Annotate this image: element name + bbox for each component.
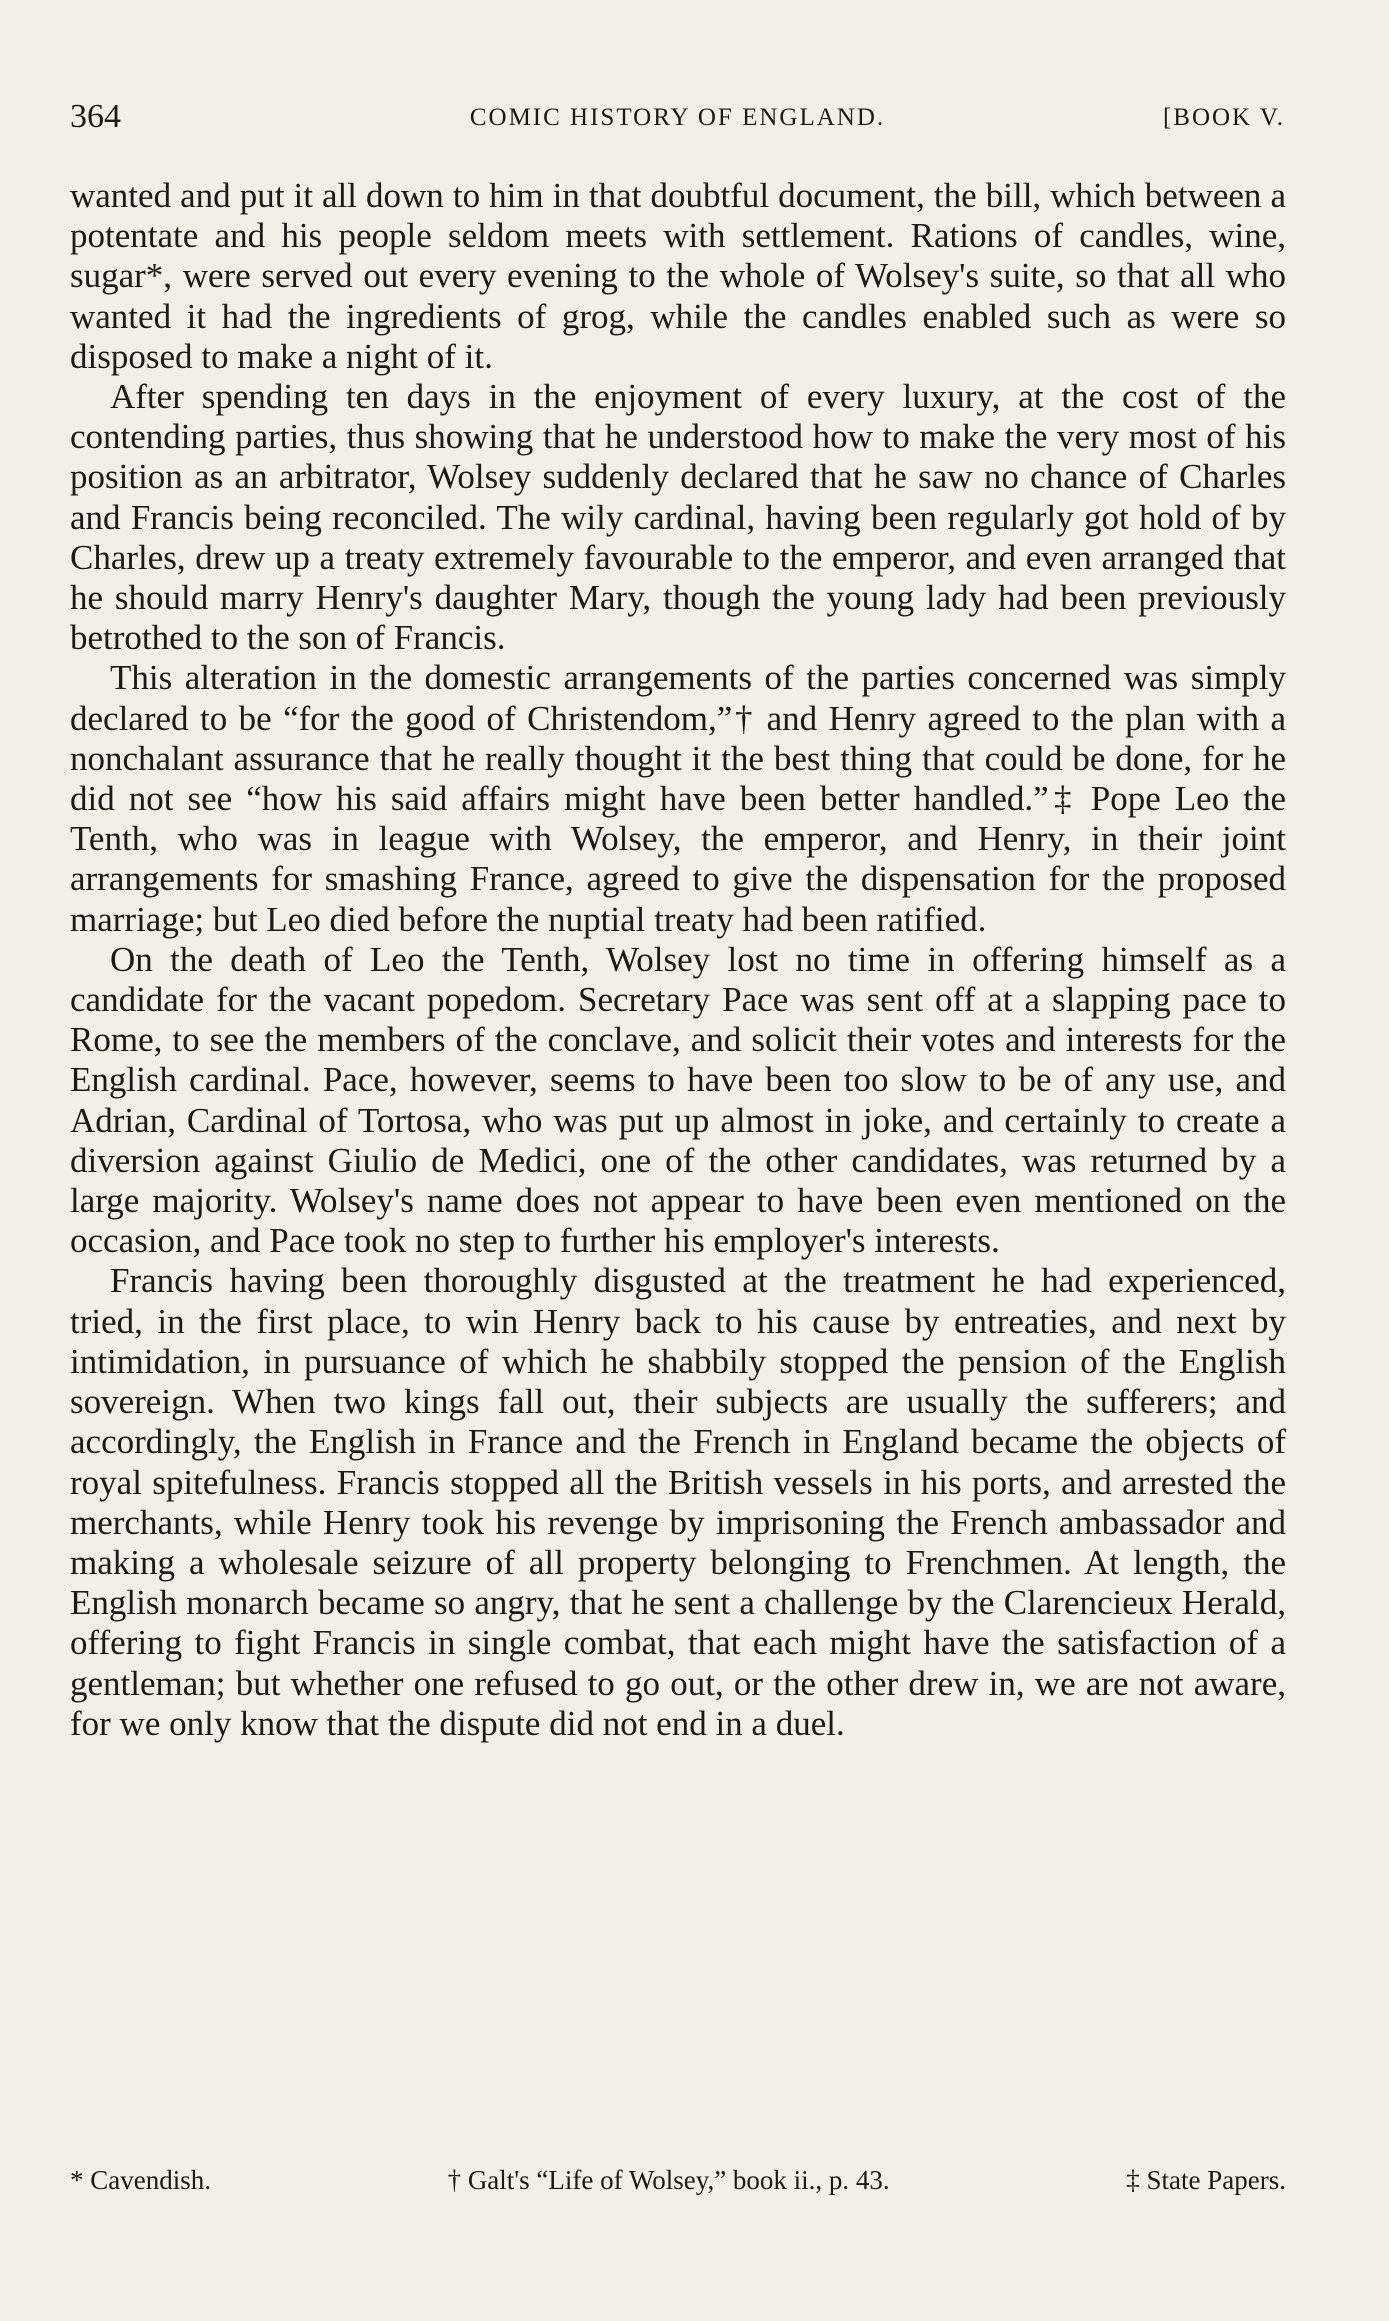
footnote: † Galt's “Life of Wolsey,” book ii., p. 43. <box>447 2165 890 2195</box>
footnotes <box>70 2165 1286 2196</box>
body-text <box>70 176 1286 1744</box>
running-header <box>70 98 1285 142</box>
footnote: ‡ State Papers. <box>1126 2165 1286 2195</box>
paragraph: This alteration in the domestic arrangements of the parties concerned was simply declared to be “for the good of Christendom,”† and Henry agreed to the plan with a nonchalant assurance that he really thought it the best thing that could be done, for he did not see “how his said affairs might have been better handled.”‡ Pope Leo the Tenth, who was in league with Wolsey, the emperor, and Henry, in their joint arrangements for smashing France, agreed to give the dispensation for the proposed marriage; but Leo died before the nuptial treaty had been ratified. <box>70 658 1286 939</box>
running-title: COMIC HISTORY OF ENGLAND. <box>469 104 886 131</box>
paragraph: wanted and put it all down to him in that doubtful document, the bill, which between a potentate and his people seldom meets with settlement. Rations of candles, wine, sugar*, were served out every evening to the whole of Wolsey's suite, so that all who wanted it had the ingredients of grog, while the candles enabled such as were so disposed to make a night of it. <box>70 176 1286 376</box>
paragraph: After spending ten days in the enjoyment of every luxury, at the cost of the contending parties, thus showing that he understood how to make the very most of his position as an arbitrator, Wolsey suddenly declared that he saw no chance of Charles and Francis being reconciled. The wily cardinal, having been regularly got hold of by Charles, drew up a treaty extremely favourable to the emperor, and even arranged that he should marry Henry's daughter Mary, though the young lady had been previously betrothed to the son of Francis. <box>70 377 1286 658</box>
book-label: [BOOK V. <box>1162 104 1285 131</box>
footnote: * Cavendish. <box>70 2165 211 2195</box>
paragraph: On the death of Leo the Tenth, Wolsey lost no time in offering himself as a candidate for the vacant popedom. Secretary Pace was sent off at a slapping pace to Rome, to see the members of the conclave, and solicit their votes and interests for the English cardinal. Pace, however, seems to have been too slow to be of any use, and Adrian, Cardinal of Tortosa, who was put up almost in joke, and certainly to create a diversion against Giulio de Medici, one of the other candidates, was returned by a large majority. Wolsey's name does not appear to have been even mentioned on the occasion, and Pace took no step to further his employer's interests. <box>70 939 1286 1261</box>
paragraph: Francis having been thoroughly disgusted at the treatment he had experienced, tried, in the first place, to win Henry back to his cause by entreaties, and next by intimidation, in pursuance of which he shabbily stopped the pension of the English sovereign. When two kings fall out, their subjects are usually the sufferers; and accordingly, the English in France and the French in England became the objects of royal spitefulness. Francis stopped all the British vessels in his ports, and arrested the merchants, while Henry took his revenge by imprisoning the French ambassador and making a wholesale seizure of all property belonging to Frenchmen. At length, the English monarch became so angry, that he sent a challenge by the Clarencieux Herald, offering to fight Francis in single combat, that each might have the satisfaction of a gentleman; but whether one refused to go out, or the other drew in, we are not aware, for we only know that the dispute did not end in a duel. <box>70 1261 1286 1743</box>
page-number: 364 <box>70 98 121 135</box>
